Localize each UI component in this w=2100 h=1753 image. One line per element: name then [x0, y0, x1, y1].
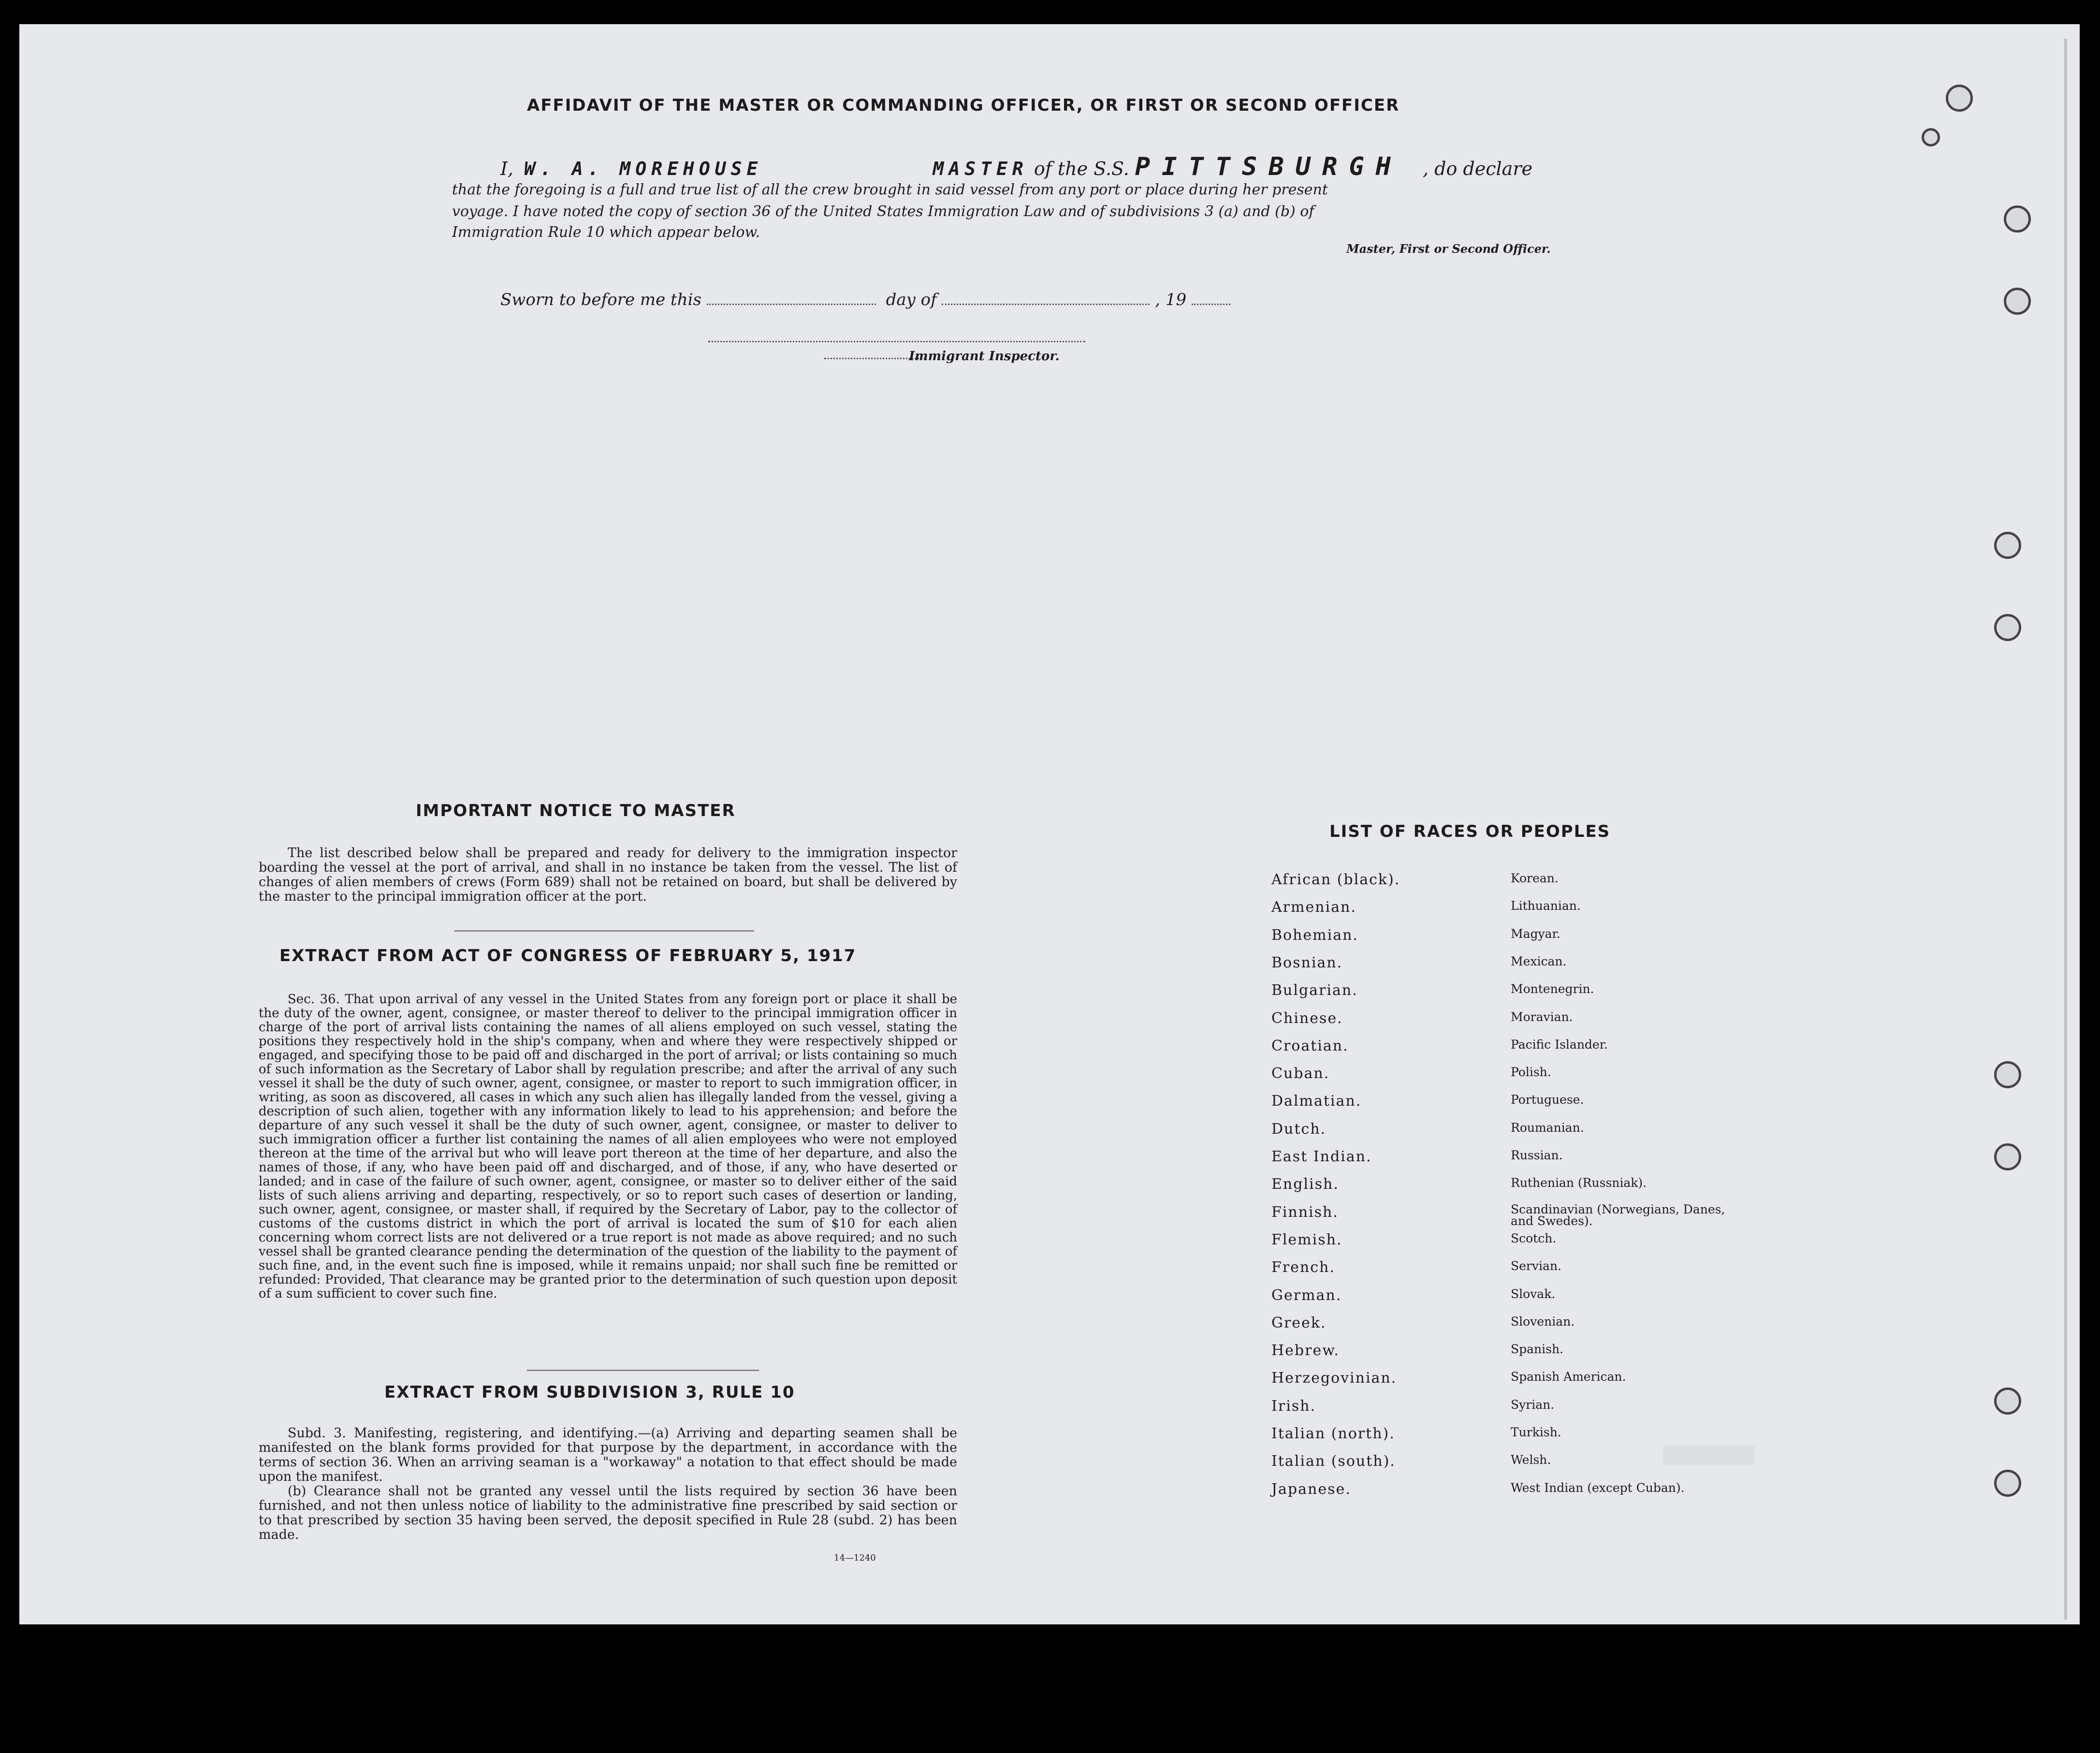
of-the-text: of the: [1034, 158, 1088, 179]
declaration-line-1: [500, 152, 1532, 181]
notice-paragraph: The list described below shall be prepared and ready for delivery to the immigration inspector boarding the vessel at the port of arrival, and shall in no instance be taken from the vessel. The list of changes of alien members of crews (Form 689) shall not be retained on board, but shall be delivered by the master to the principal immigration officer at the port.: [259, 846, 957, 904]
binder-hole: [2004, 205, 2031, 233]
race-item-left: Bohemian.: [1271, 927, 1358, 944]
race-item-left: English.: [1271, 1176, 1339, 1193]
race-item-right: Moravian.: [1511, 1010, 1573, 1024]
binder-hole: [1994, 1143, 2021, 1170]
race-item-right: Scandinavian (Norwegians, Danes, and Swedes).: [1511, 1202, 1725, 1228]
race-item-left: Bulgarian.: [1271, 982, 1358, 999]
race-item-left: French.: [1271, 1259, 1335, 1276]
race-item-right: Magyar.: [1511, 927, 1560, 941]
race-item-right: Polish.: [1511, 1065, 1551, 1079]
do-declare-text: , do declare: [1422, 158, 1532, 179]
vessel-prefix: S.S.: [1094, 158, 1129, 179]
race-item-right: Slovak.: [1511, 1287, 1556, 1301]
binder-hole: [1994, 1388, 2021, 1415]
sworn-year-blank: [1192, 304, 1230, 305]
subdivision-b-paragraph: (b) Clearance shall not be granted any vessel until the lists required by section 36 have been furnished, and not then unless notice of liability to the administrative fine prescribed by said section or to that prescribed by section 35 having been served, the deposit specified in Rule 28 (subd. 2) has been made.: [259, 1484, 957, 1542]
race-item-right: Montenegrin.: [1511, 982, 1594, 996]
race-item-right: Lithuanian.: [1511, 899, 1581, 913]
signer-title: MASTER: [933, 158, 1028, 179]
race-item-right: Mexican.: [1511, 954, 1567, 968]
signature-caption: Master, First or Second Officer.: [1346, 242, 1551, 256]
race-item-right: Roumanian.: [1511, 1121, 1584, 1135]
race-item-right: Ruthenian (Russniak).: [1511, 1176, 1647, 1190]
race-item-left: Herzegovinian.: [1271, 1370, 1397, 1387]
page-edge: [2064, 39, 2067, 1620]
extract-rule-title: EXTRACT FROM SUBDIVISION 3, RULE 10: [384, 1383, 795, 1402]
divider: [454, 930, 754, 932]
year-label: , 19: [1155, 290, 1187, 309]
document-page: [19, 24, 2080, 1624]
binder-hole: [1994, 532, 2021, 559]
bleed-through-mark: [1663, 1446, 1755, 1465]
race-item-left: Greek.: [1271, 1315, 1327, 1331]
inspector-signature-line: [708, 341, 1085, 342]
section-36-paragraph: Sec. 36. That upon arrival of any vessel in the United States from any foreign port or place it shall be the duty of the owner, agent, consignee, or master thereof to deliver to the principal immigration officer in charge of the port of arrival lists containing the names of all aliens employed on such vessel, stating the positions they respectively hold in the ship's company, when and where they were respectively shipped or engaged, and specifying those to be paid off and discharged in the port of arrival; or lists containing so much of such information as the Secretary of Labor shall by regulation prescribe; and after the arrival of any such vessel it shall be the duty of such owner, agent, consignee, or master to report to such immigration officer, in writing, as soon as discovered, all cases in which any such alien has illegally landed from the vessel, giving a description of such alien, together with any information likely to lead to his apprehension; and before the departure of any such vessel it shall be the duty of such owner, agent, consignee, or master to deliver to such immigration officer a further list containing the names of all alien employees who were not employed thereon at the time of the arrival but who will leave port thereon at the time of her departure, and also the names of those, if any, who have been paid off and discharged, and of those, if any, who have deserted or landed; and in case of the failure of such owner, agent, consignee, or master so to deliver either of the said lists of such aliens arriving and departing, respectively, or so to report such cases of desertion or landing, such owner, agent, consignee, or master shall, if required by the Secretary of Labor, pay to the collector of customs of the customs district in which the port of arrival is located the sum of $10 for each alien concerning whom correct lists are not delivered or a true report is not made as above required; and no such vessel shall be granted clearance pending the determination of the question of the liability to the payment of such fine, and, in the event such fine is imposed, while it remains unpaid; nor shall such fine be remitted or refunded: Provided, That clearance may be granted prior to the determination of such question upon deposit of a sum sufficient to cover such fine.: [259, 992, 957, 1301]
binder-hole: [1946, 85, 1973, 112]
vessel-name: PITTSBURGH: [1135, 152, 1402, 181]
notice-title: IMPORTANT NOTICE TO MASTER: [416, 801, 736, 820]
race-item-left: East Indian.: [1271, 1148, 1372, 1165]
race-item-left: Flemish.: [1271, 1231, 1342, 1248]
sworn-day-blank: [707, 304, 876, 305]
binder-hole: [2004, 288, 2031, 315]
divider: [527, 1370, 759, 1371]
pronoun: I,: [500, 158, 514, 179]
binder-hole: [1994, 1061, 2021, 1088]
form-number: 14—1240: [834, 1553, 876, 1563]
declaration-line-4: Immigration Rule 10 which appear below.: [452, 224, 760, 241]
race-item-left: Chinese.: [1271, 1010, 1343, 1027]
race-item-right: West Indian (except Cuban).: [1511, 1481, 1685, 1495]
binder-hole: [1994, 614, 2021, 641]
race-item-right: Turkish.: [1511, 1425, 1561, 1439]
race-item-right: Spanish.: [1511, 1342, 1564, 1356]
extract-act-body: [259, 993, 957, 1301]
binder-hole: [1922, 128, 1940, 146]
race-item-right: Syrian.: [1511, 1398, 1555, 1412]
race-item-left: Irish.: [1271, 1398, 1316, 1415]
binder-hole: [1994, 1470, 2021, 1497]
signer-name: W. A. MOREHOUSE: [524, 158, 763, 179]
subdivision-a-paragraph: Subd. 3. Manifesting, registering, and identifying.—(a) Arriving and departing seamen shall be manifested on the blank forms provided for that purpose by the department, in accordance with the terms of section 36. When an arriving seaman is a "workaway" a notation to that effect should be made upon the manifest.: [259, 1426, 957, 1484]
race-item-right: Pacific Islander.: [1511, 1037, 1608, 1052]
affidavit-title: AFFIDAVIT OF THE MASTER OR COMMANDING OFFICER, OR FIRST OR SECOND OFFICER: [527, 96, 1400, 115]
race-item-left: Armenian.: [1271, 899, 1356, 916]
race-item-left: Bosnian.: [1271, 954, 1343, 971]
race-item-left: Hebrew.: [1271, 1342, 1340, 1359]
race-item-right: Korean.: [1511, 871, 1559, 885]
race-item-left: Dutch.: [1271, 1121, 1327, 1138]
race-item-right: Russian.: [1511, 1148, 1563, 1162]
races-title: LIST OF RACES OR PEOPLES: [1329, 822, 1611, 841]
race-item-right: Servian.: [1511, 1259, 1561, 1273]
declaration-line-3: voyage. I have noted the copy of section 36 of the United States Immigration Law and of subdivisions 3 (a) and (b) of: [452, 203, 1314, 220]
sworn-label: Sworn to before me this: [500, 290, 701, 309]
race-item-right: Portuguese.: [1511, 1093, 1584, 1107]
declaration-line-2: that the foregoing is a full and true list of all the crew brought in said vessel from any port or place during her present: [452, 181, 1328, 198]
race-item-left: Croatian.: [1271, 1037, 1349, 1054]
race-item-left: African (black).: [1271, 871, 1400, 888]
day-of-label: day of: [886, 290, 937, 309]
race-item-left: Cuban.: [1271, 1065, 1330, 1082]
inspector-caption: Immigrant Inspector.: [909, 349, 1060, 364]
race-item-left: Japanese.: [1271, 1481, 1351, 1498]
race-item-left: Dalmatian.: [1271, 1093, 1362, 1110]
race-item-right: Scotch.: [1511, 1231, 1557, 1245]
sworn-line: [500, 290, 1230, 309]
race-item-right: Slovenian.: [1511, 1315, 1575, 1329]
sworn-month-blank: [942, 304, 1150, 305]
race-item-right: Spanish American.: [1511, 1370, 1626, 1384]
extract-rule-body: [259, 1426, 957, 1542]
race-item-left: Italian (north).: [1271, 1425, 1395, 1442]
race-item-left: Finnish.: [1271, 1204, 1339, 1221]
extract-act-title: EXTRACT FROM ACT OF CONGRESS OF FEBRUARY 5, 1917: [279, 946, 857, 965]
notice-body: [259, 846, 957, 904]
race-item-left: German.: [1271, 1287, 1342, 1304]
race-item-right: Welsh.: [1511, 1453, 1551, 1467]
race-item-left: Italian (south).: [1271, 1453, 1396, 1470]
